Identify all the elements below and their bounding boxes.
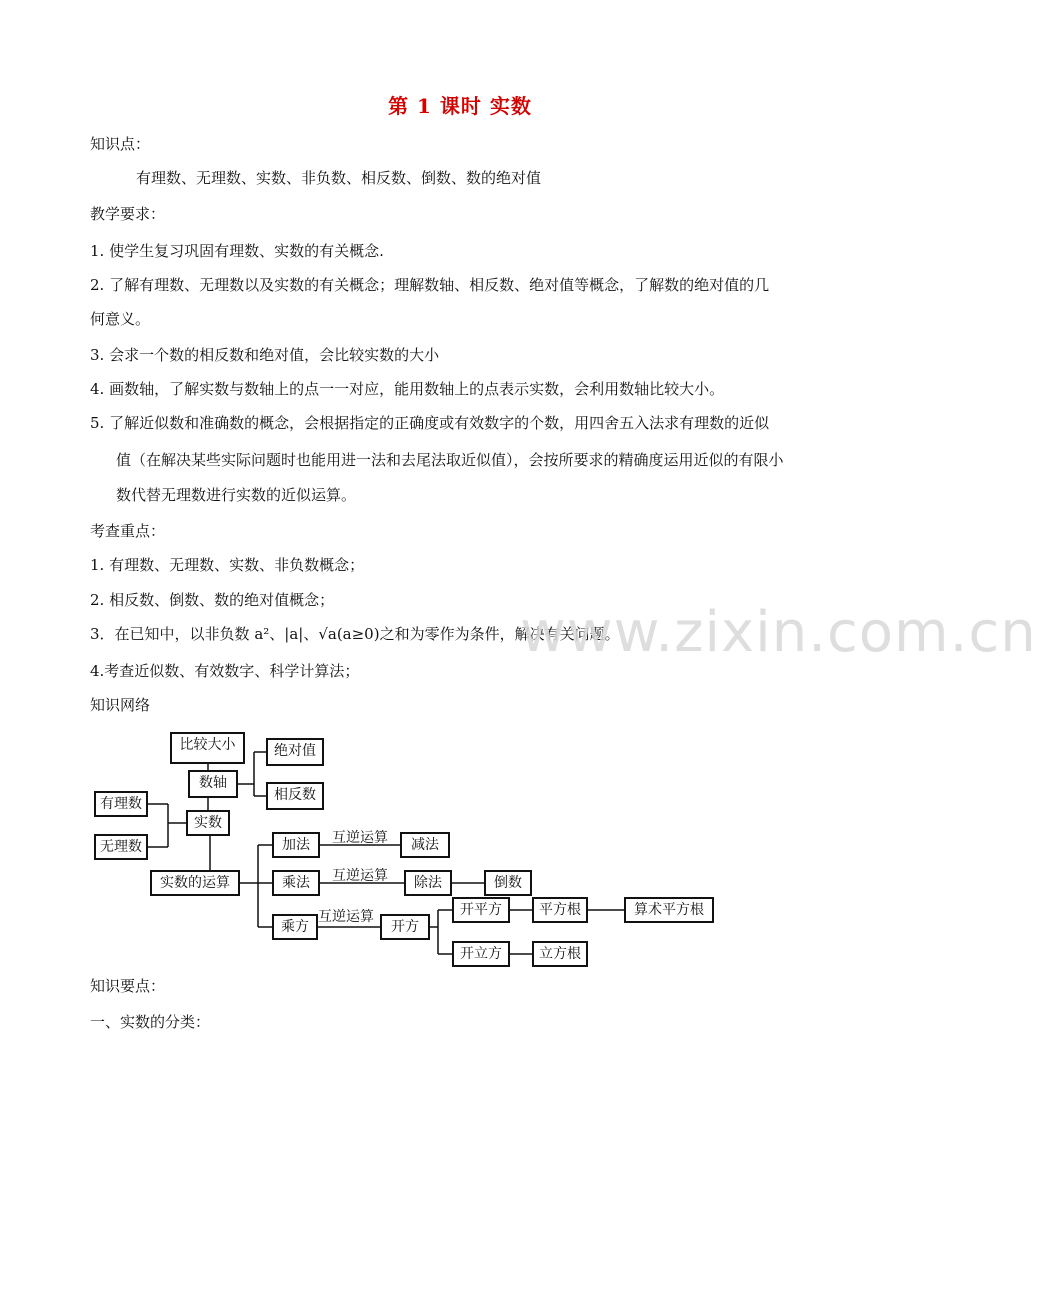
page-title: 第 1 课时 实数 (388, 94, 532, 118)
node-absolute-value: 绝对值 (266, 738, 324, 766)
exam-focus-item-3: 3．在已知中，以非负数 a²、|a|、√a(a≥0)之和为零作为条件，解决有关问题。 (90, 625, 620, 643)
node-subtraction: 减法 (400, 832, 450, 858)
node-cube-root: 立方根 (532, 941, 588, 967)
edge-label-inverse-2: 互逆运算 (332, 868, 388, 884)
teaching-req-item-3: 3. 会求一个数的相反数和绝对值，会比较实数的大小 (90, 346, 440, 364)
node-rational-number: 有理数 (94, 791, 148, 817)
real-number-classification-heading: 一、实数的分类： (90, 1013, 211, 1031)
edge-label-inverse-3: 互逆运算 (318, 909, 374, 925)
exam-focus-label: 考查重点： (90, 522, 166, 540)
teaching-req-item-2-cont: 何意义。 (90, 310, 151, 328)
knowledge-points-label: 知识点： (90, 135, 151, 153)
knowledge-points-text: 有理数、无理数、实数、非负数、相反数、倒数、数的绝对值 (136, 169, 542, 187)
exam-focus-item-1: 1. 有理数、无理数、实数、非负数概念； (90, 556, 365, 574)
teaching-req-item-1: 1. 使学生复习巩固有理数、实数的有关概念. (90, 242, 384, 260)
node-square-root-op: 开平方 (452, 897, 510, 923)
node-compare-size: 比较大小 (170, 732, 245, 764)
teaching-requirements-label: 教学要求： (90, 205, 166, 223)
node-real-operations: 实数的运算 (150, 870, 240, 896)
knowledge-network-diagram (0, 720, 920, 980)
exam-focus-item-4: 4.考查近似数、有效数字、科学计算法； (90, 662, 360, 680)
teaching-req-item-5-cont-1: 值（在解决某些实际问题时也能用进一法和去尾法取近似值），会按所要求的精确度运用近似的有限小 (116, 451, 784, 469)
node-arithmetic-square-root: 算术平方根 (624, 897, 714, 923)
node-power: 乘方 (272, 914, 318, 940)
exam-focus-item-2: 2. 相反数、倒数、数的绝对值概念； (90, 591, 335, 609)
node-square-root: 平方根 (532, 897, 588, 923)
node-reciprocal: 倒数 (484, 870, 532, 896)
node-real-number: 实数 (186, 810, 230, 836)
teaching-req-item-2: 2. 了解有理数、无理数以及实数的有关概念；理解数轴、相反数、绝对值等概念，了解数的绝对值的几 (90, 276, 770, 294)
node-division: 除法 (404, 870, 452, 896)
teaching-req-item-5: 5. 了解近似数和准确数的概念，会根据指定的正确度或有效数字的个数，用四舍五入法求有理数的近似 (90, 414, 770, 432)
teaching-req-item-5-cont-2: 数代替无理数进行实数的近似运算。 (116, 486, 357, 504)
knowledge-network-label: 知识网络 (90, 696, 151, 714)
watermark: www.zixin.com.cn (520, 600, 1037, 665)
node-number-line: 数轴 (188, 770, 238, 798)
node-opposite-number: 相反数 (266, 782, 324, 810)
node-addition: 加法 (272, 832, 320, 858)
key-points-label: 知识要点： (90, 977, 166, 995)
node-cube-root-op: 开立方 (452, 941, 510, 967)
teaching-req-item-4: 4. 画数轴，了解实数与数轴上的点一一对应，能用数轴上的点表示实数，会利用数轴比较大小。 (90, 380, 725, 398)
node-multiplication: 乘法 (272, 870, 320, 896)
edge-label-inverse-1: 互逆运算 (332, 830, 388, 846)
node-irrational-number: 无理数 (94, 834, 148, 860)
node-root-extraction: 开方 (380, 914, 430, 940)
